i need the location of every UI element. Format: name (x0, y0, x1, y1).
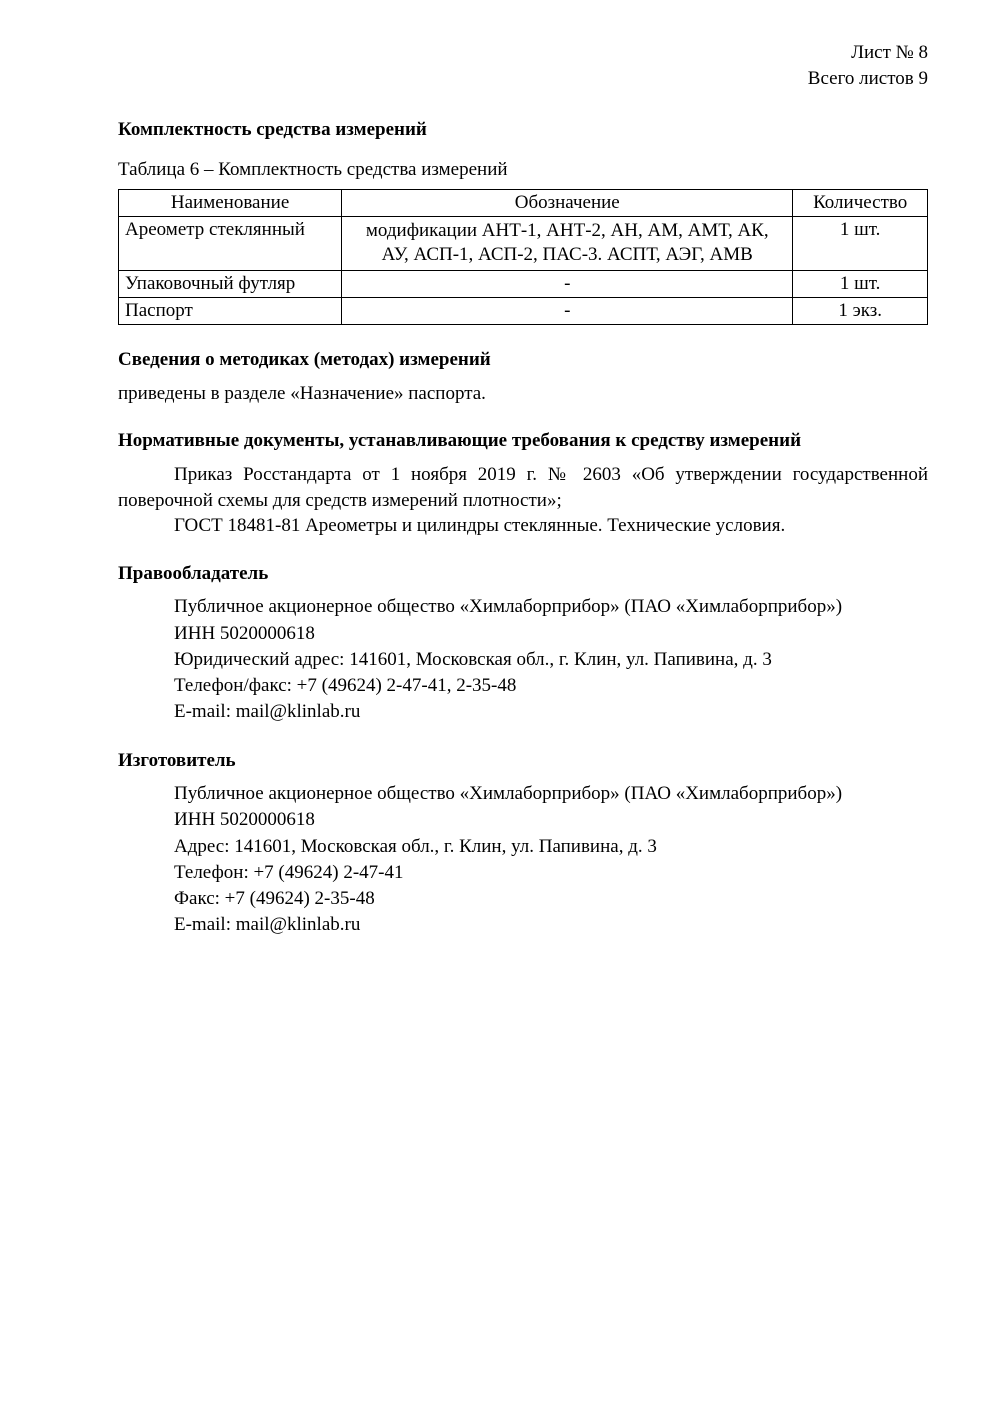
section-title-completeness: Комплектность средства измерений (118, 119, 427, 141)
section-title-normative: Нормативные документы, устанавливающие требования к средству измерений (118, 430, 802, 452)
manufacturer-line: ИНН 5020000618 (174, 809, 315, 831)
cell-quantity: 1 экз. (793, 297, 928, 324)
cell-designation: - (342, 297, 793, 324)
cell-name: Паспорт (119, 297, 342, 324)
column-header-designation: Обозначение (342, 189, 793, 216)
section-title-rightholder: Правообладатель (118, 562, 269, 584)
cell-name: Упаковочный футляр (119, 270, 342, 297)
rightholder-line: Публичное акционерное общество «Химлаборприбор» (ПАО «Химлаборприбор») (174, 596, 843, 618)
section-title-methods: Сведения о методиках (методах) измерений (118, 348, 491, 370)
sheet-number: Лист № 8 (851, 42, 928, 63)
page-header (118, 40, 928, 91)
table-header-row (119, 189, 928, 216)
normative-item-1: Приказ Росстандарта от 1 ноября 2019 г. № 2603 «Об утверждении государственной поверочной схемы для средств измерений плотности»; (118, 463, 928, 511)
manufacturer-line: Адрес: 141601, Московская обл., г. Клин, ул. Папивина, д. 3 (174, 835, 657, 857)
cell-quantity: 1 шт. (793, 216, 928, 270)
table-row (119, 216, 928, 270)
cell-designation-line2: АУ, АСП-1, АСП-2, ПАС-3. АСПТ, АЭГ, АМВ (381, 244, 753, 266)
manufacturer-line: Факс: +7 (49624) 2-35-48 (174, 888, 375, 910)
rightholder-line: Юридический адрес: 141601, Московская обл., г. Клин, ул. Папивина, д. 3 (174, 648, 772, 670)
completeness-table (118, 189, 928, 325)
cell-name: Ареометр стеклянный (119, 216, 342, 270)
manufacturer-details (174, 781, 928, 938)
manufacturer-line: Телефон: +7 (49624) 2-47-41 (174, 861, 404, 883)
column-header-quantity: Количество (793, 189, 928, 216)
methods-text: приведены в разделе «Назначение» паспорта. (118, 382, 486, 404)
page-content (118, 40, 928, 938)
column-header-name: Наименование (119, 189, 342, 216)
rightholder-details (174, 594, 928, 725)
rightholder-line: E-mail: mail@klinlab.ru (174, 701, 361, 723)
cell-designation-line1: модификации АНТ-1, АНТ-2, АН, АМ, АМТ, АК, (365, 219, 769, 241)
table-row (119, 297, 928, 324)
table-row (119, 270, 928, 297)
rightholder-line: ИНН 5020000618 (174, 622, 315, 644)
normative-item-2: ГОСТ 18481-81 Ареометры и цилиндры стеклянные. Технические условия. (174, 515, 786, 537)
manufacturer-line: Публичное акционерное общество «Химлаборприбор» (ПАО «Химлаборприбор») (174, 783, 843, 805)
rightholder-line: Телефон/факс: +7 (49624) 2-47-41, 2-35-48 (174, 675, 517, 697)
cell-designation (342, 216, 793, 270)
cell-quantity: 1 шт. (793, 270, 928, 297)
total-sheets: Всего листов 9 (807, 67, 928, 89)
table-caption-6: Таблица 6 – Комплектность средства измерений (118, 158, 508, 180)
cell-designation: - (342, 270, 793, 297)
section-title-manufacturer: Изготовитель (118, 749, 236, 771)
manufacturer-line: E-mail: mail@klinlab.ru (174, 914, 361, 936)
